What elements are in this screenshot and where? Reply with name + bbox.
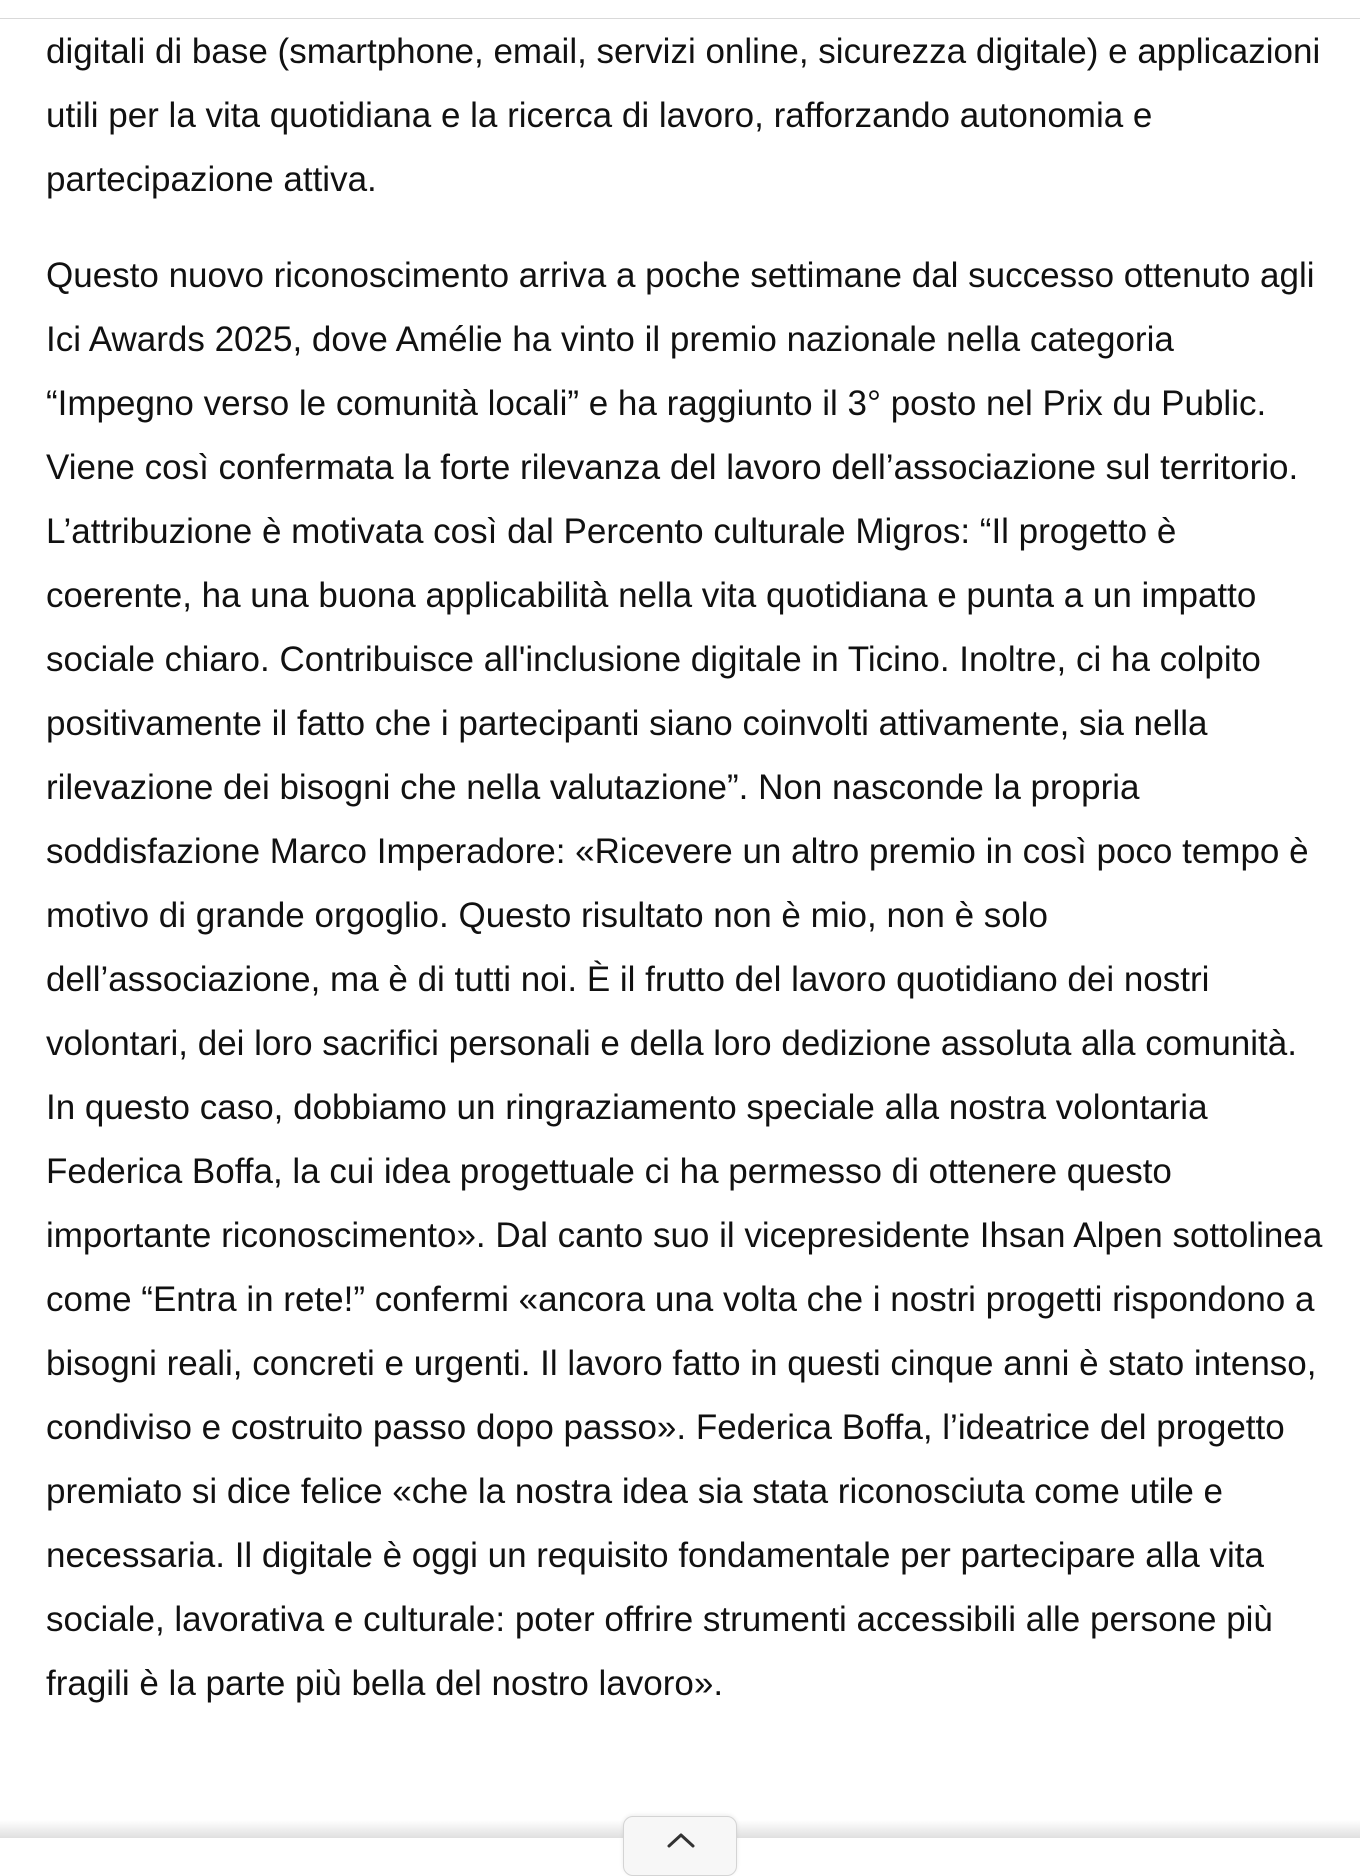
scroll-to-top-button[interactable] xyxy=(623,1816,737,1876)
article-body xyxy=(46,20,1331,1716)
top-divider xyxy=(0,18,1360,19)
chevron-up-icon xyxy=(664,1829,698,1851)
article-paragraph-1: digitali di base (smartphone, email, servizi online, sicurezza digitale) e applicazioni utili per la vita quotidiana e la ricerca di lavoro, rafforzando autonomia e partecipazione attiva. xyxy=(46,32,1321,199)
article-paragraph-2: Questo nuovo riconoscimento arriva a poche settimane dal successo ottenuto agli Ici Awards 2025, dove Amélie ha vinto il premio nazionale nella categoria “Impegno verso le comunità locali” e ha raggiunto il 3° posto nel Prix du Public. Viene così confermata la forte rilevanza del lavoro dell’associazione sul territorio. L’attribuzione è motivata così dal Percento culturale Migros: “Il progetto è coerente, ha una buona applicabilità nella vita quotidiana e punta a un impatto sociale chiaro. Contribuisce all'inclusione digitale in Ticino. Inoltre, ci ha colpito positivamente il fatto che i partecipanti siano coinvolti attivamente, sia nella rilevazione dei bisogni che nella valutazione”. Non nasconde la propria soddisfazione Marco Imperadore: «Ricevere un altro premio in così poco tempo è motivo di grande orgoglio. Questo risultato non è mio, non è solo dell’associazione, ma è di tutti noi. È il frutto del lavoro quotidiano dei nostri volontari, dei loro sacrifici personali e della loro dedizione assoluta alla comunità. In questo caso, dobbiamo un ringraziamento speciale alla nostra volontaria Federica Boffa, la cui idea progettuale ci ha permesso di ottenere questo importante riconoscimento». Dal canto suo il vicepresidente Ihsan Alpen sottolinea come “Entra in rete!” confermi «ancora una volta che i nostri progetti rispondono a bisogni reali, concreti e urgenti. Il lavoro fatto in questi cinque anni è stato intenso, condiviso e costruito passo dopo passo». Federica Boffa, l’ideatrice del progetto premiato si dice felice «che la nostra idea sia stata riconosciuta come utile e necessaria. Il digitale è oggi un requisito fondamentale per partecipare alla vita sociale, lavorativa e culturale: poter offrire strumenti accessibili alle persone più fragili è la parte più bella del nostro lavoro». xyxy=(46,256,1323,1703)
